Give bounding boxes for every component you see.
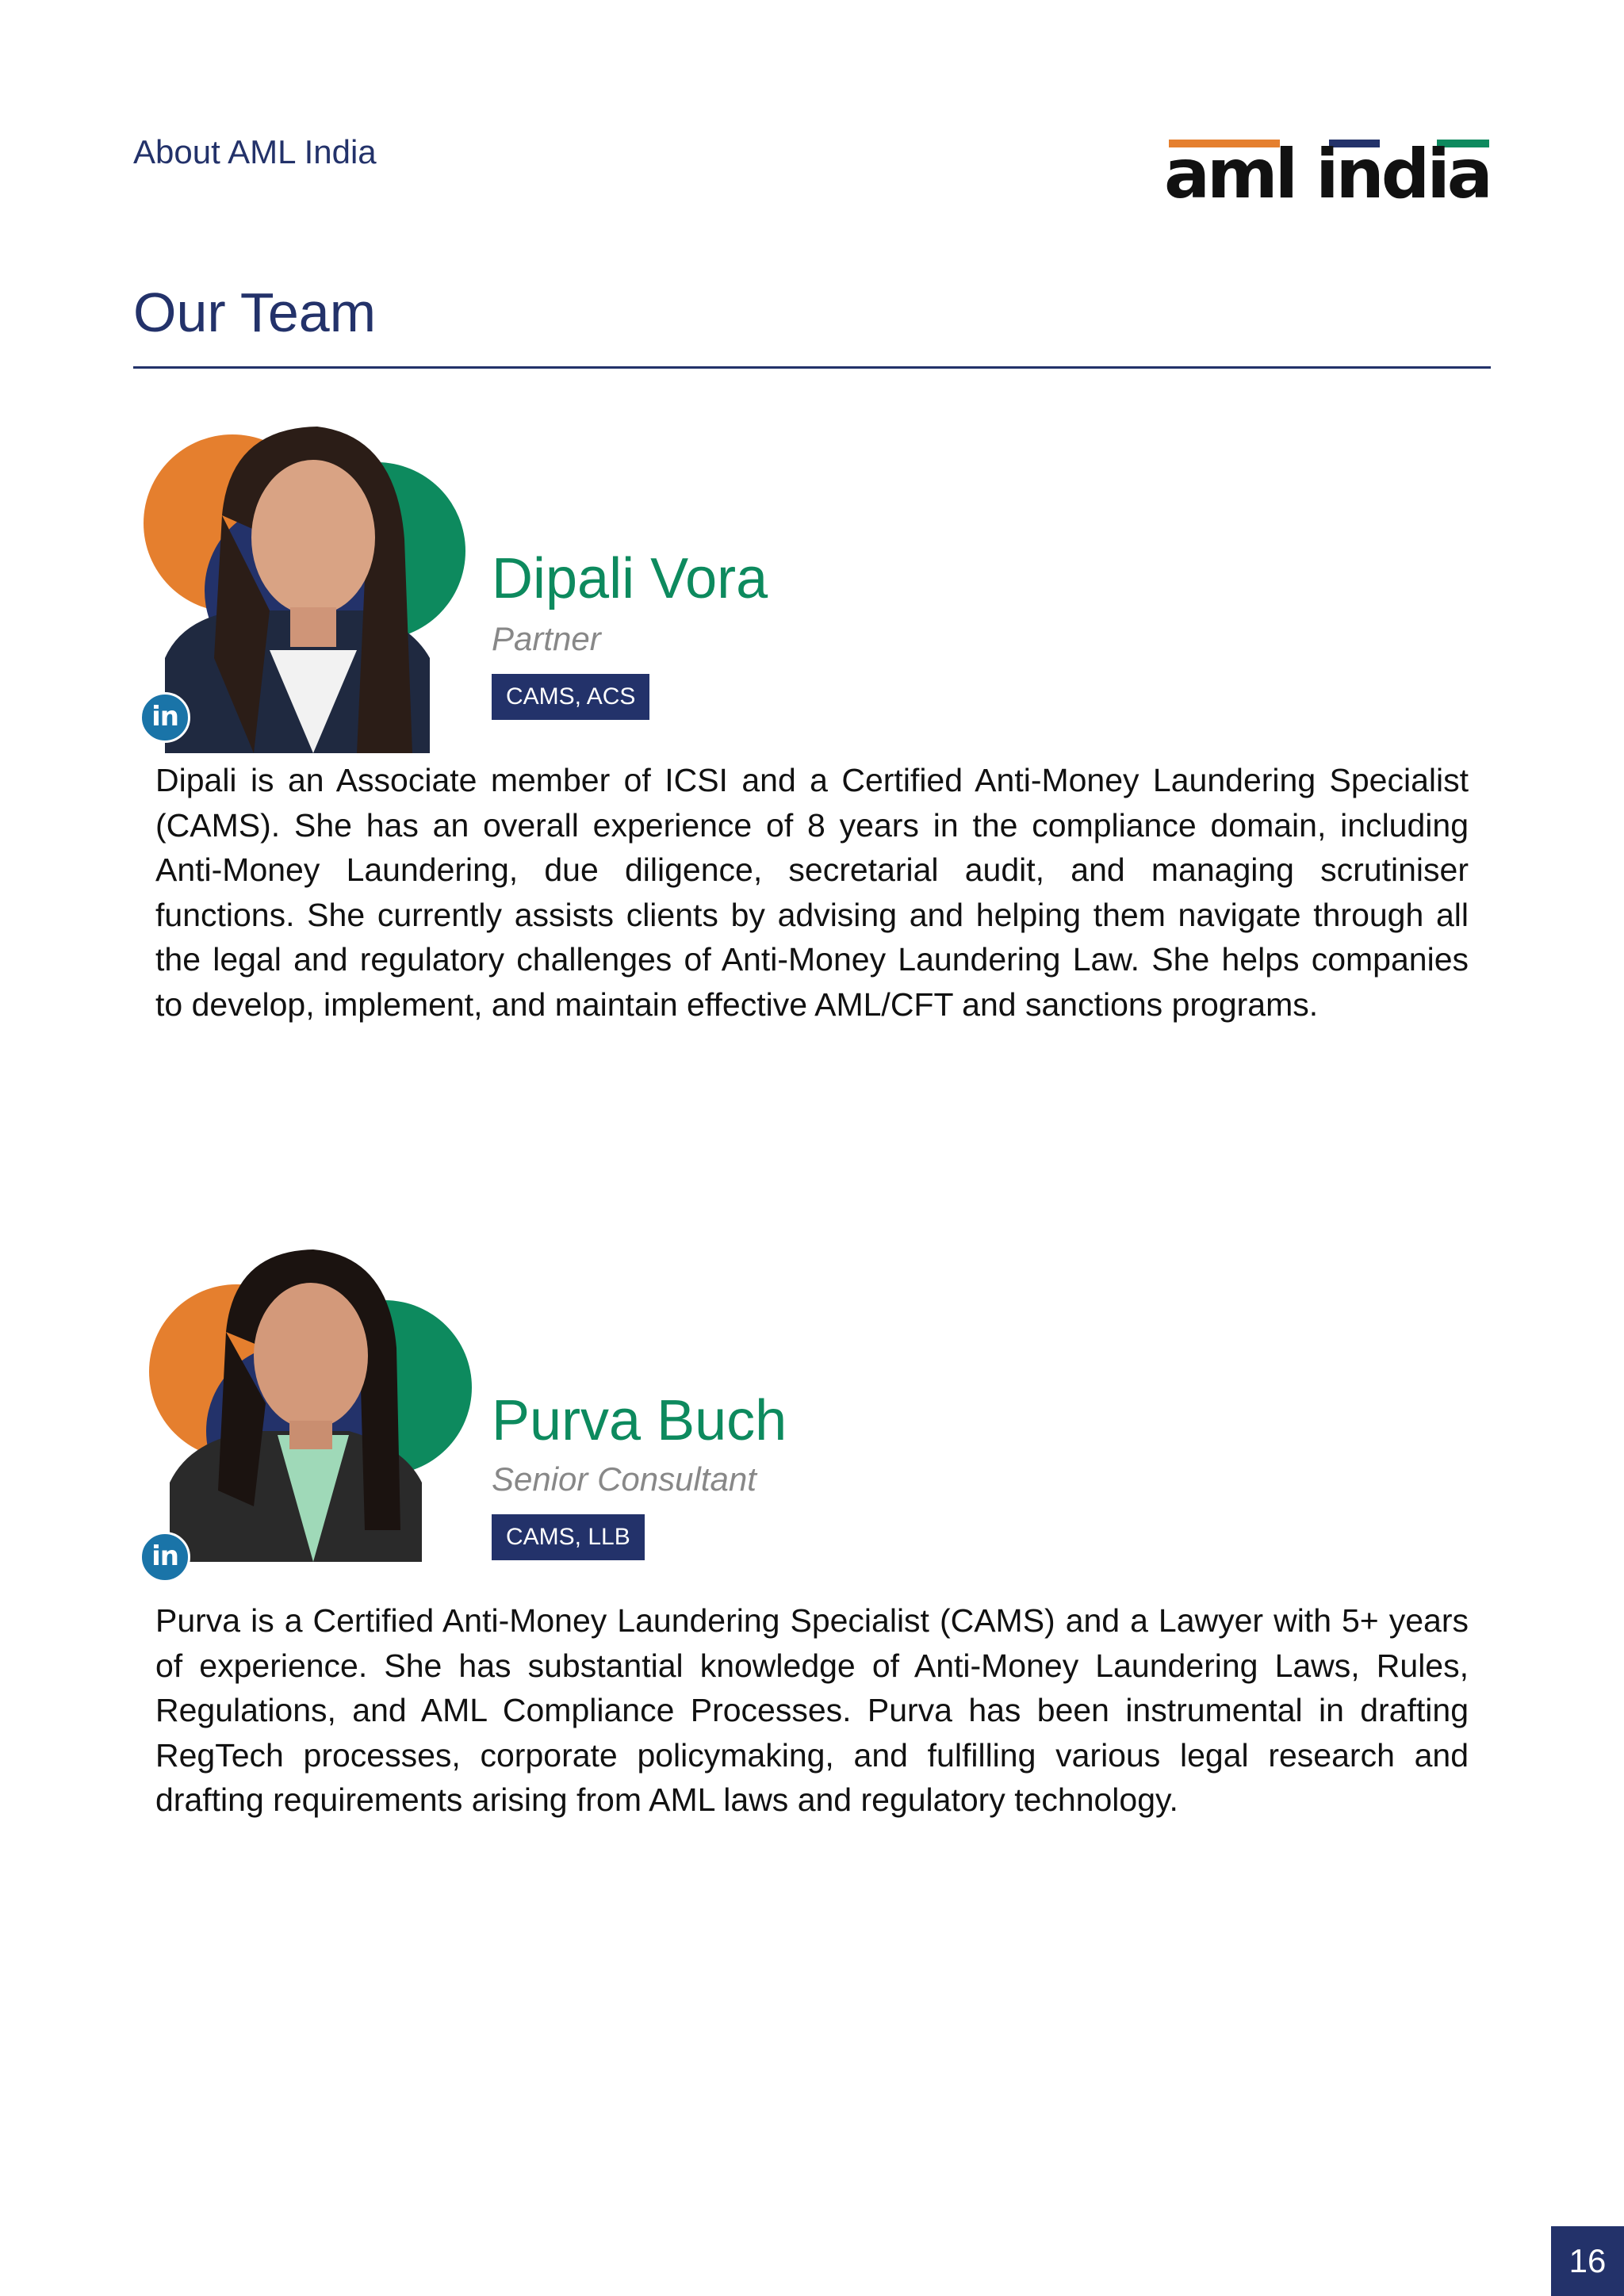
person-neck bbox=[289, 1421, 332, 1449]
member-photo bbox=[135, 1245, 484, 1578]
credentials-badge: CAMS, LLB bbox=[492, 1514, 645, 1560]
portrait-illustration bbox=[135, 1245, 484, 1578]
page-title: Our Team bbox=[133, 281, 377, 343]
section-label: About AML India bbox=[133, 133, 377, 170]
person-face bbox=[254, 1283, 368, 1429]
page-number: 16 bbox=[1551, 2226, 1624, 2296]
title-divider bbox=[133, 366, 1491, 369]
person-face bbox=[251, 460, 375, 615]
member-name: Dipali Vora bbox=[492, 547, 768, 610]
member-photo bbox=[135, 420, 484, 753]
portrait-illustration bbox=[135, 420, 484, 753]
linkedin-icon[interactable]: in bbox=[140, 1532, 190, 1582]
aml-india-logo bbox=[1164, 135, 1491, 214]
member-role: Partner bbox=[492, 620, 601, 657]
member-name: Purva Buch bbox=[492, 1389, 787, 1452]
person-neck bbox=[290, 607, 336, 647]
member-role: Senior Consultant bbox=[492, 1460, 756, 1498]
credentials-badge: CAMS, ACS bbox=[492, 674, 649, 720]
member-bio: Purva is a Certified Anti-Money Laundering Specialist (CAMS) and a Lawyer with 5+ years of experience. She has substantial knowledge of Anti-Money Laundering Laws, Rules, Regulations, and AML Compliance Processes. Purva has been instrumental in drafting RegTech processes, corporate policymaking, and fulfilling various legal research and drafting requirements arising from AML laws and regulatory technology. bbox=[155, 1602, 1469, 1818]
logo-wordmark: aml india bbox=[1164, 135, 1490, 214]
member-bio: Dipali is an Associate member of ICSI and a Certified Anti-Money Laundering Specialist (CAMS). She has an overall experience of 8 years in the compliance domain, including Anti-Money Laundering, due diligence, secretarial audit, and managing scrutiniser functions. She currently assists clients by advising and helping them navigate through all the legal and regulatory challenges of Anti-Money Laundering Law. She helps companies to develop, implement, and maintain effective AML/CFT and sanctions programs. bbox=[155, 762, 1469, 1023]
linkedin-icon[interactable]: in bbox=[140, 692, 190, 743]
